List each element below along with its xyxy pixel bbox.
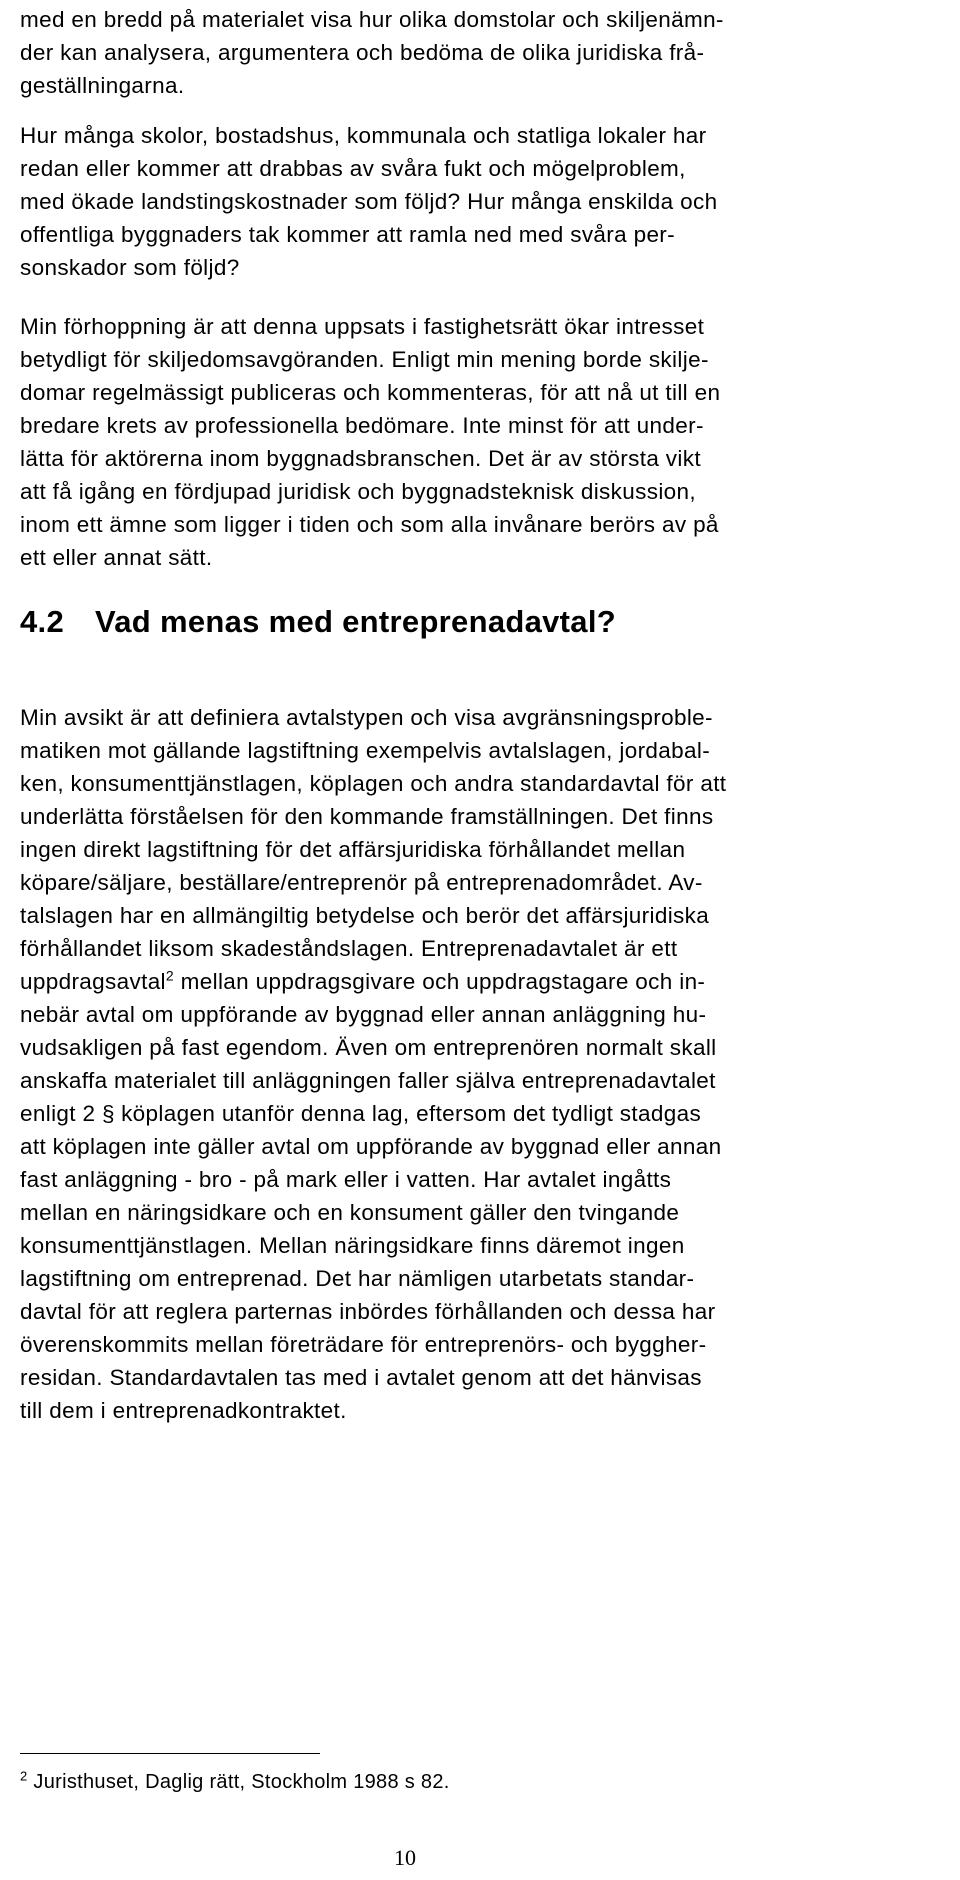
text-line: nebär avtal om uppförande av byggnad eller annan anläggning hu- xyxy=(20,1002,707,1027)
text-line: lätta för aktörerna inom byggnadsbranschen. Det är av största vikt xyxy=(20,446,701,471)
text-line: domar regelmässigt publiceras och kommenteras, för att nå ut till en xyxy=(20,380,721,405)
text-line: fast anläggning - bro - på mark eller i vatten. Har avtalet ingåtts xyxy=(20,1167,672,1192)
text-line: anskaffa materialet till anläggningen faller själva entreprenadavtalet xyxy=(20,1068,716,1093)
text-line: lagstiftning om entreprenad. Det har nämligen utarbetats standar- xyxy=(20,1266,695,1291)
footnote-separator xyxy=(20,1753,320,1754)
text-line: förhållandet liksom skadeståndslagen. Entreprenadavtalet är ett xyxy=(20,936,678,961)
footnote-reference: 2 xyxy=(165,967,175,984)
footnote xyxy=(20,1770,450,1794)
text-line: ett eller annat sätt. xyxy=(20,545,213,570)
text-line: ken, konsumenttjänstlagen, köplagen och andra standardavtal för att xyxy=(20,771,727,796)
text-line: offentliga byggnaders tak kommer att ramla ned med svåra per- xyxy=(20,222,675,247)
text-line: vudsakligen på fast egendom. Även om entreprenören normalt skall xyxy=(20,1035,717,1060)
text-line: der kan analysera, argumentera och bedöma de olika juridiska frå- xyxy=(20,40,705,65)
text-line: davtal för att reglera parternas inbördes förhållanden och dessa har xyxy=(20,1299,716,1324)
footnote-text: Juristhuset, Daglig rätt, Stockholm 1988 s 82. xyxy=(27,1771,450,1793)
section-number: 4.2 xyxy=(20,604,64,639)
text-line: med en bredd på materialet visa hur olika domstolar och skiljenämn- xyxy=(20,7,724,32)
text-fragment: uppdragsavtal xyxy=(20,969,166,994)
text-line-with-section-sign xyxy=(20,1100,701,1127)
text-line: betydligt för skiljedomsavgöranden. Enligt min mening borde skilje- xyxy=(20,347,709,372)
text-line: redan eller kommer att drabbas av svåra fukt och mögelproblem, xyxy=(20,156,686,181)
text-line: ingen direkt lagstiftning för det affärsjuridiska förhållandet mellan xyxy=(20,837,686,862)
page-number: 10 xyxy=(394,1845,416,1870)
text-line: matiken mot gällande lagstiftning exempelvis avtalslagen, jordabal- xyxy=(20,738,711,763)
text-fragment: enligt 2 xyxy=(20,1101,102,1126)
text-line: underlätta förståelsen för den kommande framställningen. Det finns xyxy=(20,804,714,829)
section-sign-glyph: § xyxy=(101,1101,115,1126)
text-line: talslagen har en allmängiltig betydelse och berör det affärsjuridiska xyxy=(20,903,710,928)
section-heading xyxy=(20,604,616,640)
text-fragment: köplagen utanför denna lag, eftersom det tydligt stadgas xyxy=(114,1101,702,1126)
text-line: residan. Standardavtalen tas med i avtalet genom att det hänvisas xyxy=(20,1365,702,1390)
text-line: till dem i entreprenadkontraktet. xyxy=(20,1398,347,1423)
text-line: köpare/säljare, beställare/entreprenör på entreprenadområdet. Av- xyxy=(20,870,703,895)
text-line: Min avsikt är att definiera avtalstypen och visa avgränsningsproble- xyxy=(20,705,713,730)
text-line: geställningarna. xyxy=(20,73,185,98)
text-line-with-footnote xyxy=(20,968,705,995)
text-line: Hur många skolor, bostadshus, kommunala och statliga lokaler har xyxy=(20,123,707,148)
text-line: att få igång en fördjupad juridisk och byggnadsteknisk diskussion, xyxy=(20,479,696,504)
text-line: inom ett ämne som ligger i tiden och som alla invånare berörs av på xyxy=(20,512,719,537)
text-line: överenskommits mellan företrädare för entreprenörs- och byggher- xyxy=(20,1332,707,1357)
text-line: bredare krets av professionella bedömare. Inte minst för att under- xyxy=(20,413,704,438)
text-line: med ökade landstingskostnader som följd? Hur många enskilda och xyxy=(20,189,718,214)
text-line: att köplagen inte gäller avtal om uppförande av byggnad eller annan xyxy=(20,1134,722,1159)
text-line: konsumenttjänstlagen. Mellan näringsidkare finns däremot ingen xyxy=(20,1233,685,1258)
text-line: Min förhoppning är att denna uppsats i fastighetsrätt ökar intresset xyxy=(20,314,705,339)
text-fragment: mellan uppdragsgivare och uppdragstagare och in- xyxy=(174,969,706,994)
footnote-marker: 2 xyxy=(20,1768,28,1784)
text-line: mellan en näringsidkare och en konsument gäller den tvingande xyxy=(20,1200,680,1225)
text-line: sonskador som följd? xyxy=(20,255,240,280)
section-title: Vad menas med entreprenadavtal? xyxy=(95,604,616,639)
